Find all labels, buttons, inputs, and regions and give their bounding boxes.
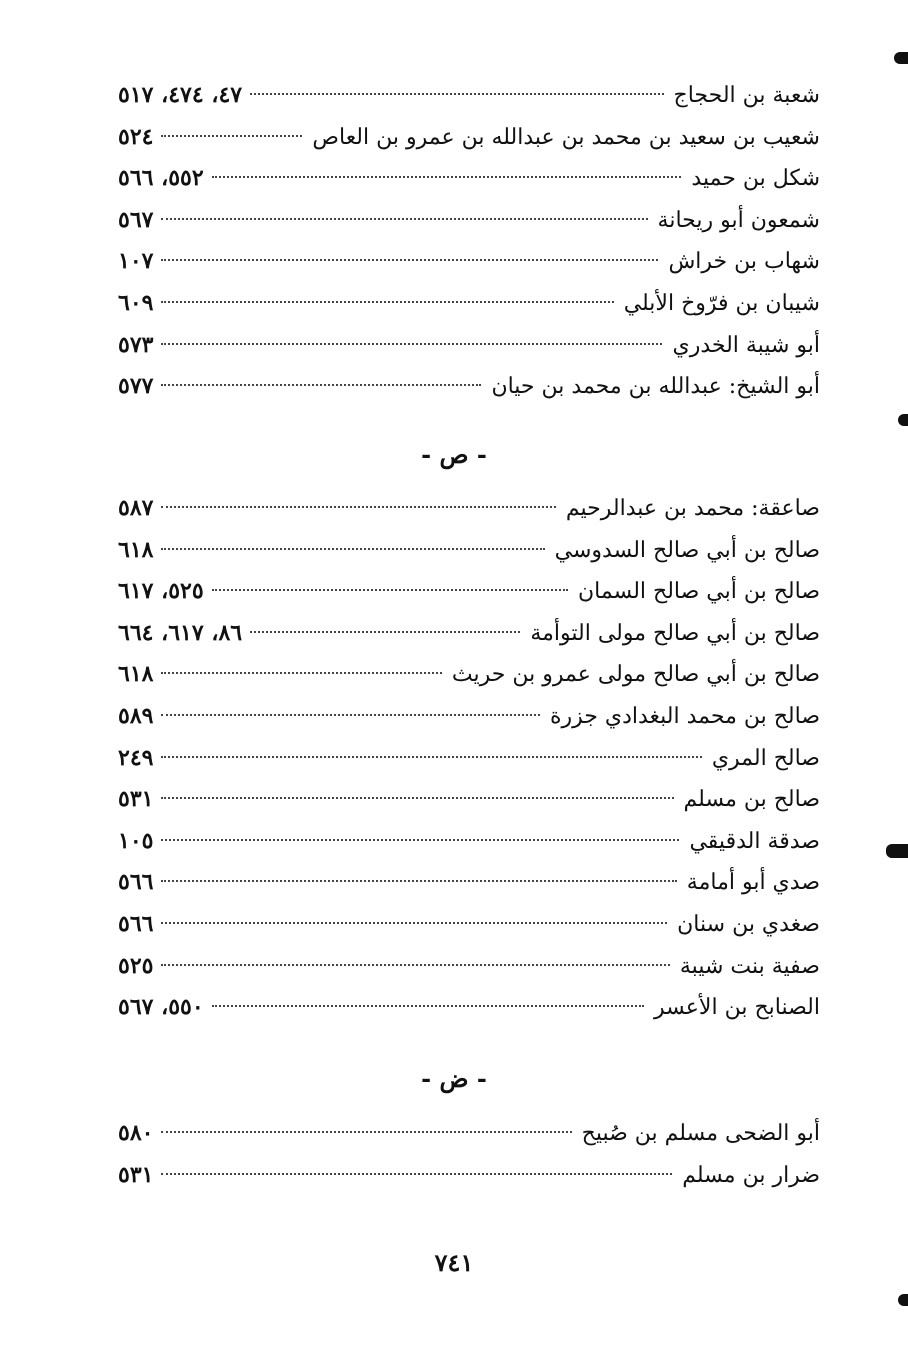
index-entry bbox=[118, 862, 820, 904]
entry-name: صالح بن مسلم bbox=[683, 787, 820, 813]
entry-pages: ٦١٨ bbox=[118, 661, 154, 688]
index-entry bbox=[118, 241, 820, 283]
entry-pages: ٥٦٧ bbox=[118, 206, 154, 233]
margin-mark bbox=[886, 844, 908, 858]
entry-pages: ٥٦٦ bbox=[118, 910, 154, 937]
entry-name: صالح بن أبي صالح مولى عمرو بن حريث bbox=[451, 662, 820, 688]
entry-pages: ٥٢٤ bbox=[118, 123, 154, 150]
entry-name: شكل بن حميد bbox=[691, 166, 820, 192]
margin-mark bbox=[898, 1294, 908, 1306]
entry-pages: ٥٢٥، ٦١٧ bbox=[118, 578, 204, 605]
letter-heading-sad: - ص - bbox=[421, 440, 487, 469]
entry-name: صفية بنت شيبة bbox=[679, 953, 820, 979]
index-entry bbox=[118, 158, 820, 200]
index-entry bbox=[118, 283, 820, 325]
entry-pages: ٥٨٩ bbox=[118, 702, 154, 729]
dot-leader bbox=[161, 218, 647, 220]
dot-leader bbox=[250, 631, 520, 633]
dot-leader bbox=[161, 839, 679, 841]
dot-leader bbox=[161, 672, 441, 674]
entry-name: صالح بن أبي صالح مولى التوأمة bbox=[530, 620, 820, 646]
entry-name: صالح بن أبي صالح السمان bbox=[577, 579, 820, 605]
index-entry bbox=[118, 1113, 820, 1155]
index-entry bbox=[118, 696, 820, 738]
entry-pages: ٥٧٣ bbox=[118, 331, 154, 358]
entry-name: صدقة الدقيقي bbox=[689, 828, 820, 854]
entry-name: شعيب بن سعيد بن محمد بن عبدالله بن عمرو بن العاص bbox=[312, 124, 820, 150]
entry-pages: ٥٨٧ bbox=[118, 495, 154, 521]
entry-name: صالح المري bbox=[711, 745, 820, 771]
dot-leader bbox=[161, 714, 540, 716]
entry-name: أبو شيبة الخدري bbox=[672, 332, 820, 358]
entry-name: صغدي بن سنان bbox=[677, 911, 820, 937]
index-entry bbox=[118, 821, 820, 863]
entry-name: شمعون أبو ريحانة bbox=[657, 207, 820, 233]
entry-pages: ١٠٧ bbox=[118, 248, 154, 275]
entry-pages: ٦٠٩ bbox=[118, 289, 154, 316]
index-entry bbox=[118, 779, 820, 821]
entry-name: الصنابح بن الأعسر bbox=[654, 995, 820, 1021]
entry-pages: ٤٧، ٤٧٤، ٥١٧ bbox=[118, 82, 243, 108]
entry-name: صاعقة: محمد بن عبدالرحيم bbox=[565, 496, 820, 521]
letter-heading-dad: - ض - bbox=[421, 1064, 487, 1093]
entry-pages: ٥٥٠، ٥٦٧ bbox=[118, 994, 204, 1021]
index-entry bbox=[118, 987, 820, 1029]
index-entry bbox=[118, 654, 820, 696]
entry-pages: ٥٨٠ bbox=[118, 1120, 154, 1146]
dot-leader bbox=[161, 922, 667, 924]
entry-name: صالح بن محمد البغدادي جزرة bbox=[549, 703, 820, 729]
index-entry bbox=[118, 571, 820, 613]
dot-leader bbox=[161, 384, 481, 386]
entry-pages: ٥٣١ bbox=[118, 1161, 154, 1188]
entry-pages: ٥٣١ bbox=[118, 786, 154, 813]
dot-leader bbox=[250, 93, 663, 95]
index-entry bbox=[118, 904, 820, 946]
index-entry bbox=[118, 488, 820, 530]
dot-leader bbox=[161, 756, 701, 758]
entry-pages: ٥٦٦ bbox=[118, 869, 154, 896]
index-entry bbox=[118, 530, 820, 572]
index-section-shin bbox=[118, 75, 820, 408]
index-section-dad bbox=[118, 1113, 820, 1196]
dot-leader bbox=[161, 259, 658, 261]
entry-pages: ٨٦، ٦١٧، ٦٦٤ bbox=[118, 619, 243, 646]
dot-leader bbox=[161, 343, 662, 345]
dot-leader bbox=[161, 506, 555, 508]
index-entry bbox=[118, 200, 820, 242]
entry-name: أبو الضحى مسلم بن صُبيح bbox=[581, 1121, 820, 1146]
index-entry bbox=[118, 325, 820, 367]
index-entry bbox=[118, 366, 820, 408]
page-number: ٧٤١ bbox=[434, 1248, 474, 1277]
entry-name: شيبان بن فرّوخ الأبلي bbox=[623, 290, 820, 316]
dot-leader bbox=[161, 797, 673, 799]
index-entry bbox=[118, 1155, 820, 1197]
dot-leader bbox=[161, 1131, 571, 1133]
entry-pages: ١٠٥ bbox=[118, 827, 154, 854]
dot-leader bbox=[161, 880, 676, 882]
index-entry bbox=[118, 117, 820, 159]
dot-leader bbox=[212, 176, 682, 178]
entry-pages: ٥٥٢، ٥٦٦ bbox=[118, 165, 204, 192]
entry-pages: ٥٢٥ bbox=[118, 952, 154, 979]
margin-mark bbox=[894, 52, 908, 64]
dot-leader bbox=[161, 964, 669, 966]
entry-pages: ٢٤٩ bbox=[118, 744, 154, 771]
dot-leader bbox=[161, 548, 544, 550]
dot-leader bbox=[212, 1005, 644, 1007]
entry-name: ضرار بن مسلم bbox=[682, 1162, 820, 1188]
entry-name: أبو الشيخ: عبدالله بن محمد بن حيان bbox=[491, 374, 820, 400]
entry-name: صدي أبو أمامة bbox=[686, 870, 820, 896]
margin-mark bbox=[898, 414, 908, 426]
dot-leader bbox=[161, 301, 613, 303]
entry-name: شهاب بن خراش bbox=[668, 249, 820, 275]
dot-leader bbox=[212, 589, 568, 591]
entry-pages: ٥٧٧ bbox=[118, 373, 154, 400]
entry-pages: ٦١٨ bbox=[118, 536, 154, 563]
dot-leader bbox=[161, 135, 302, 137]
entry-name: صالح بن أبي صالح السدوسي bbox=[554, 537, 820, 563]
index-entry bbox=[118, 946, 820, 988]
dot-leader bbox=[161, 1173, 672, 1175]
index-entry bbox=[118, 738, 820, 780]
index-entry bbox=[118, 75, 820, 117]
entry-name: شعبة بن الحجاج bbox=[673, 83, 820, 108]
index-entry bbox=[118, 613, 820, 655]
index-section-sad bbox=[118, 488, 820, 1029]
